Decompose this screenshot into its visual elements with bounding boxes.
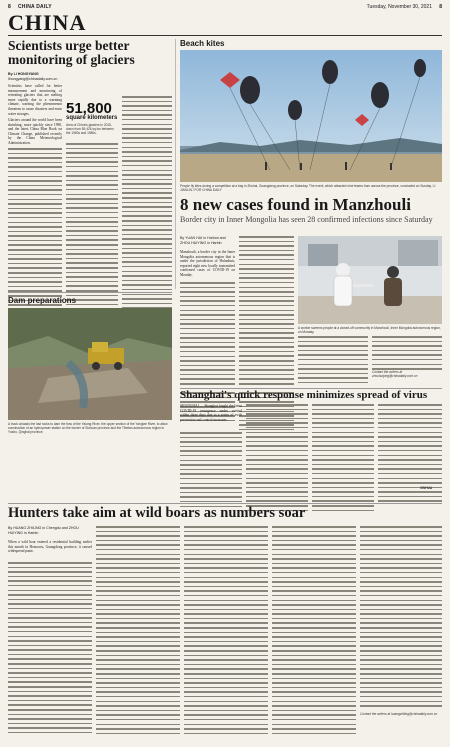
glaciers-byline [8, 72, 62, 81]
shanghai-lead: SHANGHAI — Shanghai fought the latest COVID-19 resurgence under control within three days due to a series of swift prevention and control measures. [180, 404, 242, 422]
masthead-brand: CHINA DAILY [18, 4, 52, 10]
beach-kites-tag: Beach kites [180, 39, 225, 48]
kites-photo-graphic [180, 50, 442, 182]
dam-photo [8, 308, 172, 420]
shanghai-col1-text [180, 432, 242, 510]
manzhouli-byline: By YUAN HUI in Hohhot and ZHOU HUIYING in Harbin [180, 236, 226, 245]
issue-date: Tuesday, November 30, 2021 [366, 4, 432, 10]
glaciers-byline-email: lihongyang@chinadaily.com.cn [8, 76, 58, 81]
section-title: CHINA [8, 10, 87, 35]
glacier-area-stat: 51,800 [66, 100, 112, 117]
dam-caption: A truck unloads the last rocks to dam the flow of the Yalong River, the upper section of the Yangtze River, to allow construction of an hydropower station on the border of Sichuan province and the Tibetan autonomous region in Yushu, Qinghai province. [8, 422, 168, 434]
hunters-col2-text [96, 526, 180, 737]
hunters-headline: Hunters take aim at wild boars as numbers soar [8, 505, 306, 521]
hunters-lead: When a wild boar entered a residential building earlier this month in Hezuowu, Guangdong province, it caused widespread panic. [8, 540, 92, 554]
glaciers-para2: Glaciers around the world have been shrinking, more quickly since 1990, and the latest China Blue Book on Climate Change, published recently by the China Meteorological Administration. [8, 118, 62, 145]
manzhouli-headline: 8 new cases found in Manzhouli [180, 195, 411, 214]
hunters-col3-text [184, 526, 268, 737]
glaciers-headline: Scientists urge better monitoring of glaciers [8, 38, 135, 67]
beach-kites-caption: People fly kites during a competition at a bay in Zhuhai, Guangdong province, on Saturday. The event, which attracted nine teams from across the province, concluded on Sunday. LI JIANLIN / FOR CHINA DAILY [180, 184, 436, 192]
manzhouli-col3-text [298, 336, 368, 387]
manzhouli-col4-text [372, 336, 442, 373]
glaciers-byline-name: By LI HONGYANG [8, 72, 39, 76]
dam-tag: Dam preparations [8, 296, 77, 305]
shanghai-signoff: XINHUA [420, 486, 433, 490]
beach-kites-photo [180, 50, 442, 182]
divider [8, 292, 172, 293]
glacier-area-description: Area of China's glaciers in 2015, down from 59,425 sq km between the 1960s and 1980s. [66, 123, 114, 135]
glaciers-lead: Scientists have called for better measurement and monitoring of retreating glaciers that are melting more rapidly due to a warming climate, warning the phenomenon threatens to cause disasters and erase water storages. [8, 84, 62, 116]
hunters-col4-text [272, 526, 356, 737]
glaciers-col1-text [8, 148, 62, 313]
glacier-area-unit: square kilometers [66, 115, 118, 121]
hunters-col5-text [360, 526, 442, 710]
shanghai-col2-text [246, 404, 308, 514]
page-number-left: 8 [8, 4, 11, 10]
manzhouli-subhead: Border city in Inner Mongolia has seen 28 confirmed infections since Saturday [180, 215, 433, 224]
manzhouli-lead: Manzhouli, a border city in the Inner Mongolia autonomous region that is under the jurisdiction of Hulunbuir, reported eight new locally transmitted confirmed cases of COVID-19 on Monday. [180, 250, 235, 277]
manzhouli-photo [298, 236, 442, 324]
divider [8, 503, 442, 504]
shanghai-col3-text [312, 404, 374, 514]
shanghai-headline: Shanghai's quick response minimizes spread of virus [180, 389, 428, 401]
hunters-col1-text [8, 562, 92, 737]
manzhouli-photo-caption: A worker screens people at a closed-off community in Manzhouli, Inner Mongolia autonomous region, on Monday. [298, 326, 441, 334]
column-divider [175, 39, 176, 289]
hunters-contact: Contact the writers at huangzhiling@chinadaily.com.cn [360, 712, 438, 716]
screening-photo-graphic [298, 236, 442, 324]
divider [8, 35, 442, 36]
hunters-byline: By HUANG ZHILING in Chengdu and ZHOU HUIYING in Harbin [8, 526, 79, 535]
page-number-right: 8 [439, 4, 442, 10]
manzhouli-contact: Contact the writers at zhouhuiying@chinadaily.com.cn [372, 370, 418, 378]
glaciers-col2-text [66, 143, 118, 313]
shanghai-col4-text [378, 404, 442, 505]
dam-photo-graphic [8, 308, 172, 420]
glaciers-col3-text [122, 96, 172, 317]
